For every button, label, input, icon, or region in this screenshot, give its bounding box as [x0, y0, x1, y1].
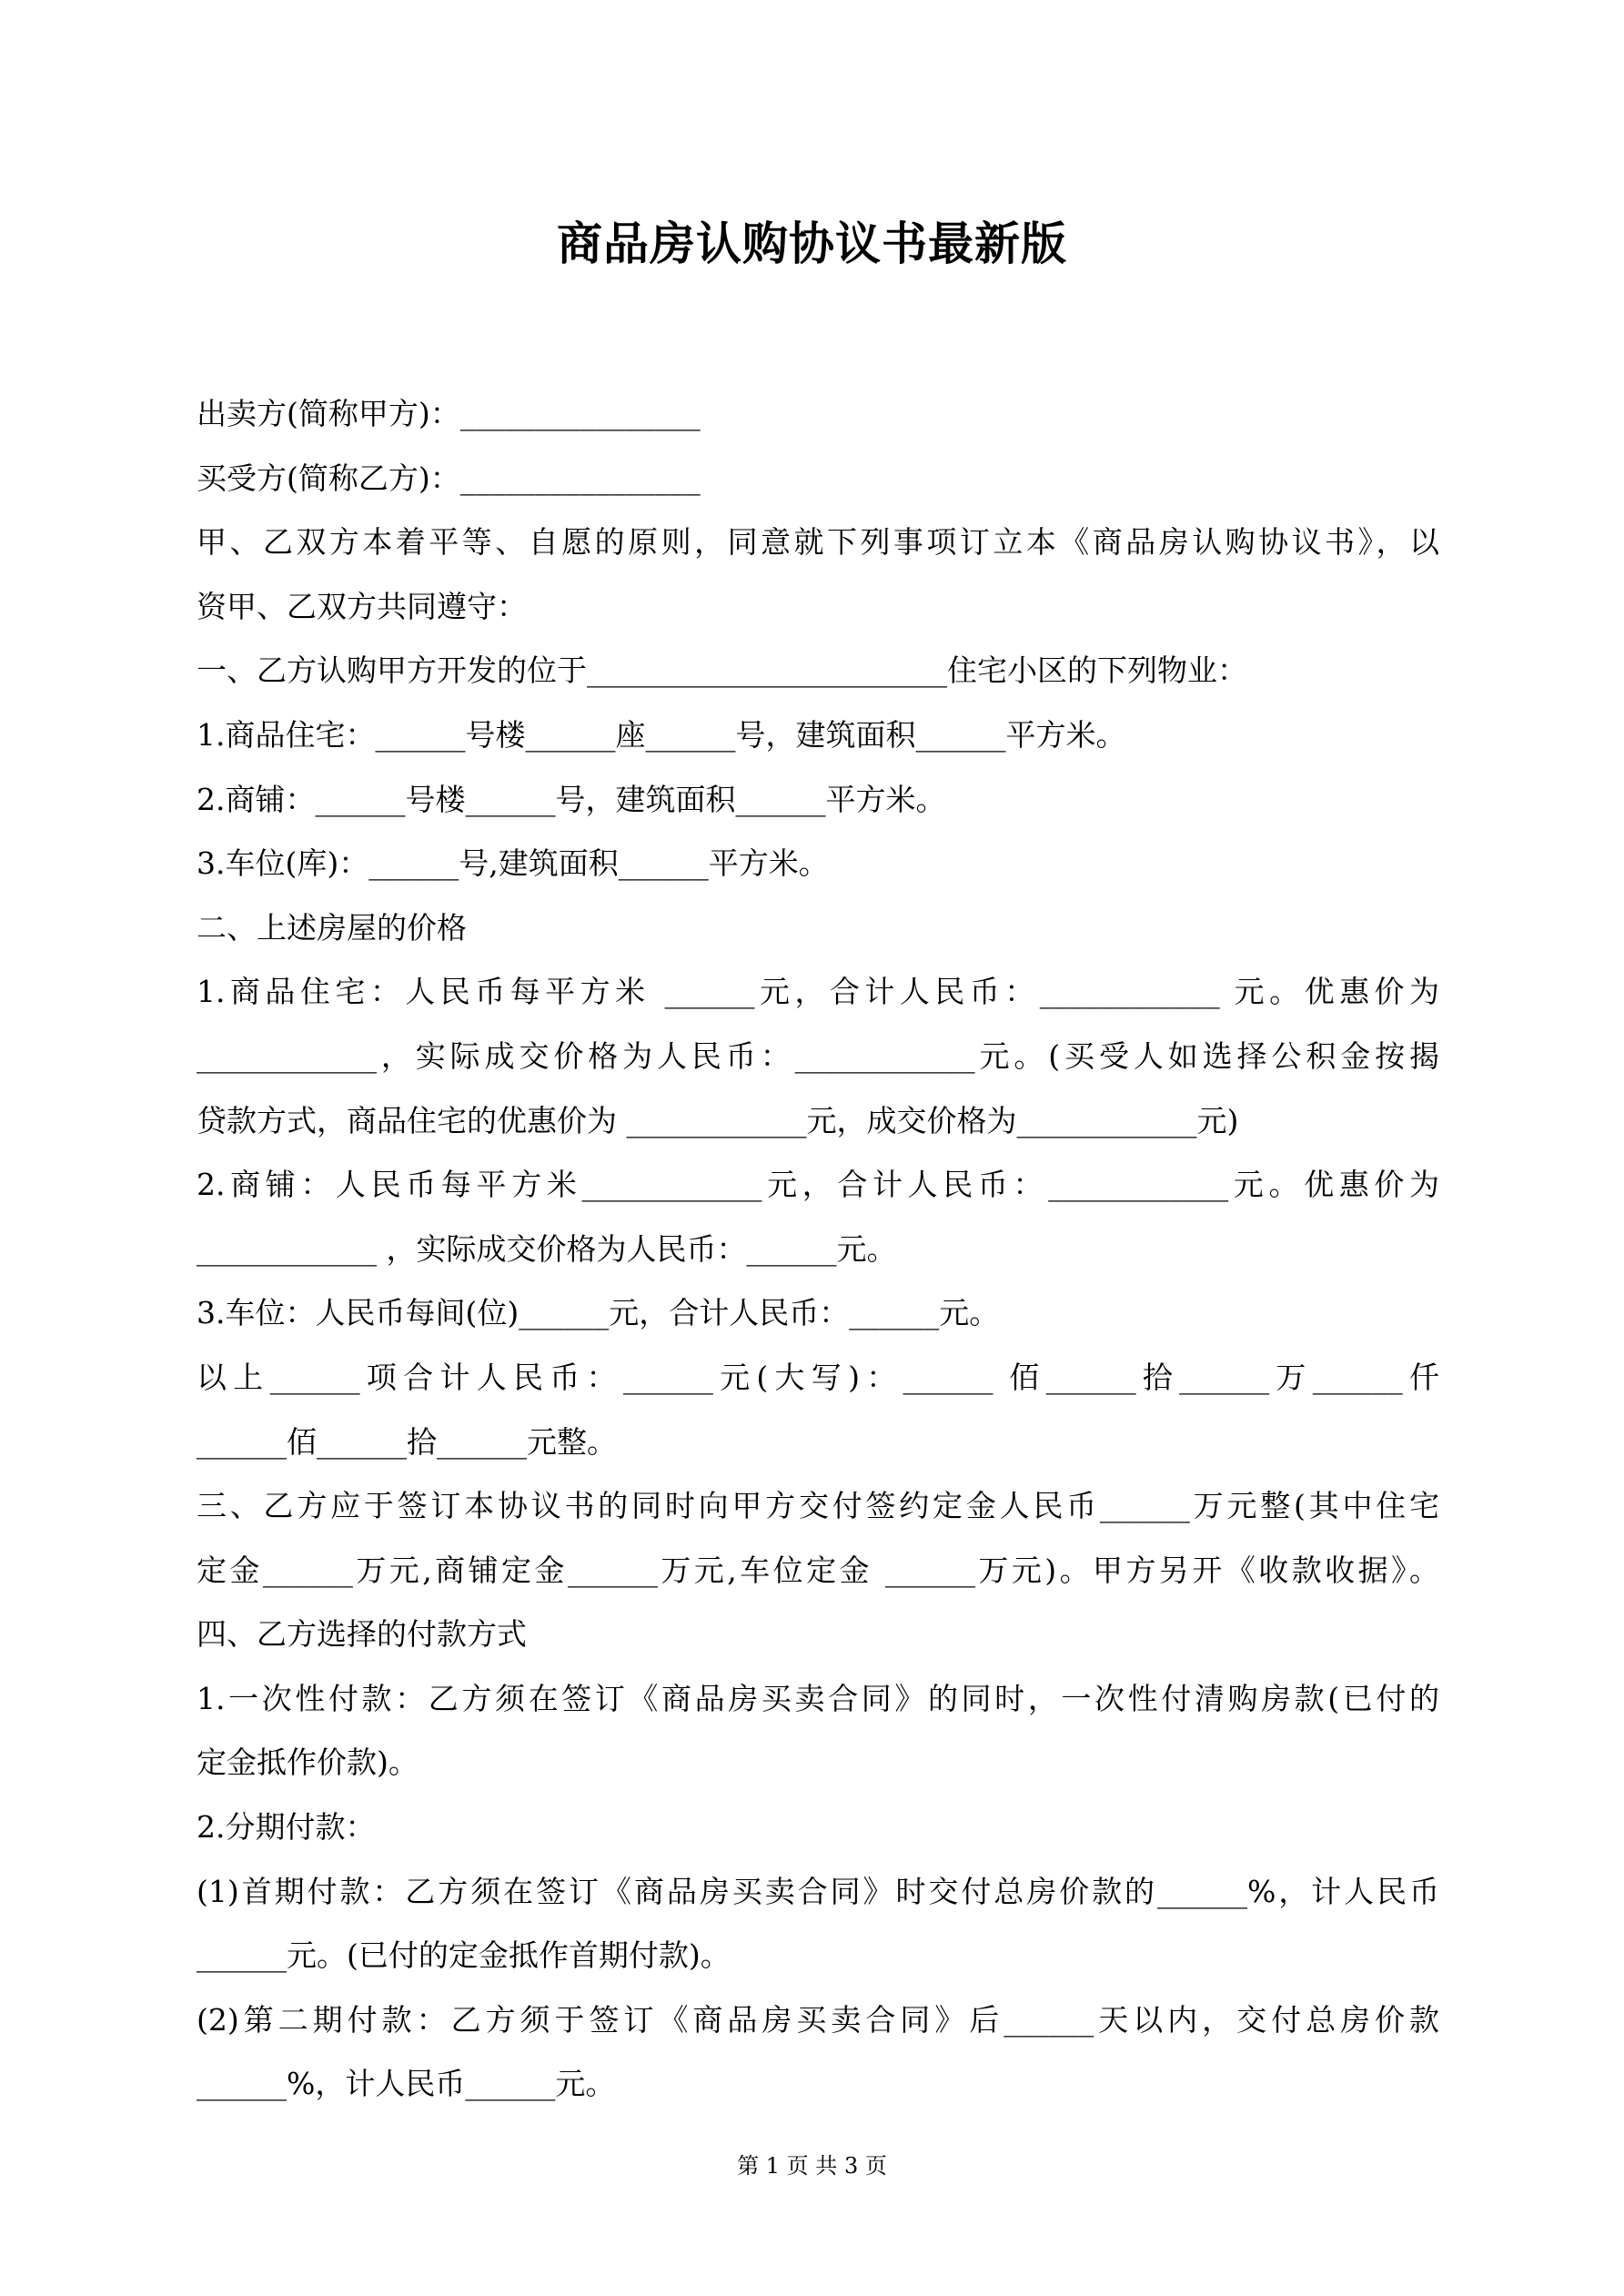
text-line: 买受方(简称乙方)：________________ [197, 460, 701, 496]
text-line: 定金抵作价款)。 [197, 1745, 419, 1781]
text-line: 3.车位：人民币每间(位)______元，合计人民币：______元。 [197, 1295, 1000, 1331]
text-line: 以上______项合计人民币：______元(大写)：______ 佰______拾______万______仟 [197, 1359, 1439, 1395]
text-line: 甲、乙双方本着平等、自愿的原则，同意就下列事项订立本《商品房认购协议书》，以 [197, 524, 1439, 561]
text-line: (1)首期付款：乙方须在签订《商品房买卖合同》时交付总房价款的______%，计人民币 [197, 1873, 1439, 1909]
text-line: ______元。(已付的定金抵作首期付款)。 [197, 1937, 731, 1974]
document-body [197, 382, 1439, 2117]
text-line: 二、上述房屋的价格 [197, 909, 467, 946]
text-line: 1.一次性付款：乙方须在签订《商品房买卖合同》的同时，一次性付清购房款(已付的 [197, 1680, 1439, 1716]
text-line: 定金______万元,商铺定金______万元,车位定金 ______万元)。甲方另开《收款收据》。 [197, 1552, 1439, 1588]
text-line: 出卖方(简称甲方)：________________ [197, 396, 701, 431]
text-line: 一、乙方认购甲方开发的位于________________________住宅小区的下列物业： [197, 652, 1247, 689]
page-number: 第 1 页 共 3 页 [737, 2153, 887, 2179]
text-line: 资甲、乙双方共同遵守： [197, 588, 527, 624]
text-line: 3.车位(库)：______号,建筑面积______平方米。 [197, 845, 829, 882]
text-line: 2.商铺：人民币每平方米____________元，合计人民币：____________元。优惠价为 [197, 1167, 1439, 1203]
text-line: 贷款方式，商品住宅的优惠价为 ____________元，成交价格为____________元) [197, 1102, 1239, 1138]
text-line: ______佰______拾______元整。 [197, 1423, 617, 1460]
text-line: ____________，实际成交价格为人民币：____________元。(买受人如选择公积金按揭 [197, 1037, 1439, 1074]
text-line: 1.商品住宅：人民币每平方米 ______元，合计人民币：____________ 元。优惠价为 [197, 974, 1439, 1010]
text-line: 1.商品住宅：______号楼______座______号，建筑面积______平方米。 [197, 716, 1126, 753]
text-line: 三、乙方应于签订本协议书的同时向甲方交付签约定金人民币______万元整(其中住宅 [197, 1488, 1439, 1524]
text-line: ____________ ，实际成交价格为人民币：______元。 [197, 1230, 897, 1267]
text-line: 2.分期付款： [197, 1809, 376, 1846]
text-line: 2.商铺：______号楼______号，建筑面积______平方米。 [197, 781, 946, 817]
document-title: 商品房认购协议书最新版 [557, 217, 1067, 270]
text-line: 四、乙方选择的付款方式 [197, 1616, 527, 1653]
text-line: ______%，计人民币______元。 [197, 2066, 616, 2102]
text-line: (2)第二期付款：乙方须于签订《商品房买卖合同》后______天以内，交付总房价款 [197, 2001, 1439, 2038]
